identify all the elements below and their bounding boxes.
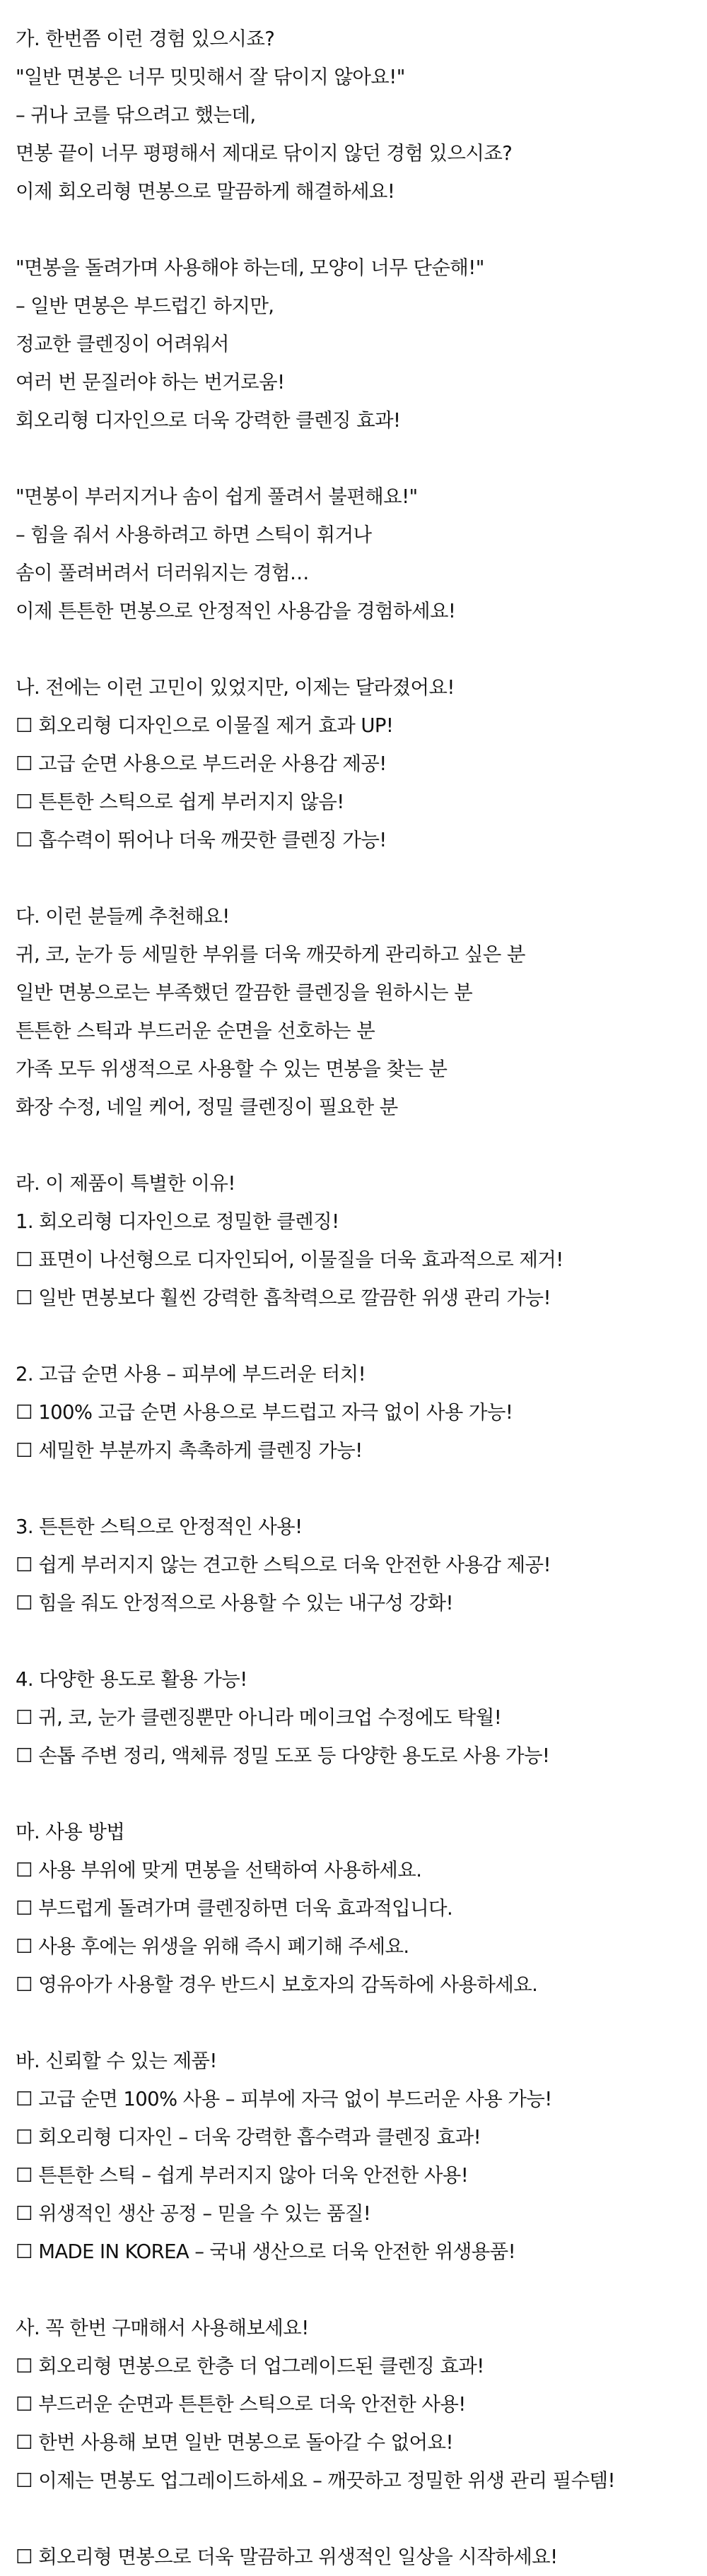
text-line: – 일반 면봉은 부드럽긴 하지만, <box>16 295 274 317</box>
text-line: ☐ 손톱 주변 정리, 액체류 정밀 도포 등 다양한 용도로 사용 가능! <box>16 1744 550 1767</box>
text-line: ☐ 부드러운 순면과 튼튼한 스틱으로 더욱 안전한 사용! <box>16 2393 466 2416</box>
text-line: 귀, 코, 눈가 등 세밀한 부위를 더욱 깨끗하게 관리하고 싶은 분 <box>16 943 525 966</box>
blank-spacer <box>16 859 707 897</box>
text-line: 라. 이 제품이 특별한 이유! <box>16 1172 235 1195</box>
text-line: 사. 꼭 한번 구매해서 사용해보세요! <box>16 2317 309 2339</box>
text-line: 다. 이런 분들께 추천해요! <box>16 905 230 928</box>
text-line: ☐ 일반 면봉보다 훨씬 강력한 흡착력으로 깔끔한 위생 관리 가능! <box>16 1287 551 1309</box>
text-line: ☐ 사용 후에는 위생을 위해 즉시 폐기해 주세요. <box>16 1935 409 1958</box>
text-line: 가족 모두 위생적으로 사용할 수 있는 면봉을 찾는 분 <box>16 1058 448 1080</box>
text-line: ☐ 튼튼한 스틱 – 쉽게 부러지지 않아 더욱 안전한 사용! <box>16 2164 469 2187</box>
text-line: ☐ 회오리형 면봉으로 더욱 말끔하고 위생적인 일상을 시작하세요! <box>16 2546 558 2568</box>
text-line: 바. 신뢰할 수 있는 제품! <box>16 2050 217 2072</box>
text-line: 2. 고급 순면 사용 – 피부에 부드러운 터치! <box>16 1363 366 1386</box>
text-line: ☐ 고급 순면 사용으로 부드러운 사용감 제공! <box>16 752 387 775</box>
text-line: 3. 튼튼한 스틱으로 안정적인 사용! <box>16 1516 303 1538</box>
text-line: ☐ 한번 사용해 보면 일반 면봉으로 돌아갈 수 없어요! <box>16 2431 453 2454</box>
blank-spacer <box>16 211 707 249</box>
blank-spacer <box>16 2004 707 2042</box>
blank-spacer <box>16 1317 707 1355</box>
text-line: ☐ 고급 순면 100% 사용 – 피부에 자극 없이 부드러운 사용 가능! <box>16 2088 552 2110</box>
blank-spacer <box>16 1622 707 1660</box>
text-line: 4. 다양한 용도로 활용 가능! <box>16 1668 247 1691</box>
text-line: "면봉을 돌려가며 사용해야 하는데, 모양이 너무 단순해!" <box>16 256 484 279</box>
text-line: – 귀나 코를 닦으려고 했는데, <box>16 104 256 126</box>
text-line: 여러 번 문질러야 하는 번거로움! <box>16 371 285 394</box>
text-line: ☐ 영유아가 사용할 경우 반드시 보호자의 감독하에 사용하세요. <box>16 1973 538 1996</box>
text-line: ☐ 힘을 줘도 안정적으로 사용할 수 있는 내구성 강화! <box>16 1592 453 1614</box>
text-line: 1. 회오리형 디자인으로 정밀한 클렌징! <box>16 1210 339 1233</box>
text-line: ☐ 회오리형 디자인으로 이물질 제거 효과 UP! <box>16 714 394 737</box>
text-line: ☐ 이제는 면봉도 업그레이드하세요 – 깨끗하고 정밀한 위생 관리 필수템! <box>16 2469 615 2492</box>
text-line: 이제 회오리형 면봉으로 말끔하게 해결하세요! <box>16 180 395 203</box>
text-line: 가. 한번쯤 이런 경험 있으시죠? <box>16 28 275 50</box>
blank-spacer <box>16 2500 707 2538</box>
text-line: "일반 면봉은 너무 밋밋해서 잘 닦이지 않아요!" <box>16 66 405 88</box>
text-line: ☐ 튼튼한 스틱으로 쉽게 부러지지 않음! <box>16 791 344 813</box>
text-line: ☐ 귀, 코, 눈가 클렌징뿐만 아니라 메이크업 수정에도 탁월! <box>16 1706 502 1729</box>
text-line: ☐ 흡수력이 뛰어나 더욱 깨끗한 클렌징 가능! <box>16 829 387 851</box>
blank-spacer <box>16 2271 707 2309</box>
text-line: ☐ 100% 고급 순면 사용으로 부드럽고 자극 없이 사용 가능! <box>16 1401 513 1424</box>
text-line: ☐ 위생적인 생산 공정 – 믿을 수 있는 품질! <box>16 2202 371 2225</box>
text-line: 회오리형 디자인으로 더욱 강력한 클렌징 효과! <box>16 409 401 432</box>
text-line: 마. 사용 방법 <box>16 1821 125 1843</box>
text-line: – 힘을 줘서 사용하려고 하면 스틱이 휘거나 <box>16 524 372 546</box>
blank-spacer <box>16 439 707 478</box>
blank-spacer <box>16 1126 707 1164</box>
text-line: ☐ 부드럽게 돌려가며 클렌징하면 더욱 효과적입니다. <box>16 1897 453 1920</box>
blank-spacer <box>16 1775 707 1813</box>
text-line: ☐ 표면이 나선형으로 디자인되어, 이물질을 더욱 효과적으로 제거! <box>16 1248 563 1271</box>
text-line: 정교한 클렌징이 어려워서 <box>16 333 229 355</box>
blank-spacer <box>16 630 707 668</box>
text-line: 화장 수정, 네일 케어, 정밀 클렌징이 필요한 분 <box>16 1096 398 1118</box>
text-line: ☐ MADE IN KOREA – 국내 생산으로 더욱 안전한 위생용품! <box>16 2240 516 2263</box>
text-line: 튼튼한 스틱과 부드러운 순면을 선호하는 분 <box>16 1020 375 1042</box>
text-line: "면봉이 부러지거나 솜이 쉽게 풀려서 불편해요!" <box>16 485 418 508</box>
text-line: ☐ 사용 부위에 맞게 면봉을 선택하여 사용하세요. <box>16 1859 422 1881</box>
text-line: ☐ 세밀한 부분까지 촉촉하게 클렌징 가능! <box>16 1439 363 1462</box>
blank-spacer <box>16 1470 707 1508</box>
text-line: 일반 면봉으로는 부족했던 깔끔한 클렌징을 원하시는 분 <box>16 981 473 1004</box>
text-line: ☐ 회오리형 디자인 – 더욱 강력한 흡수력과 클렌징 효과! <box>16 2126 481 2149</box>
text-line: ☐ 회오리형 면봉으로 한층 더 업그레이드된 클렌징 효과! <box>16 2355 484 2377</box>
text-line: 솜이 풀려버려서 더러워지는 경험… <box>16 562 309 584</box>
text-line: 나. 전에는 이런 고민이 있었지만, 이제는 달라졌어요! <box>16 676 455 699</box>
text-line: 면봉 끝이 너무 평평해서 제대로 닦이지 않던 경험 있으시죠? <box>16 142 513 165</box>
text-line: 이제 튼튼한 면봉으로 안정적인 사용감을 경험하세요! <box>16 600 456 622</box>
text-line: ☐ 쉽게 부러지지 않는 견고한 스틱으로 더욱 안전한 사용감 제공! <box>16 1554 551 1576</box>
